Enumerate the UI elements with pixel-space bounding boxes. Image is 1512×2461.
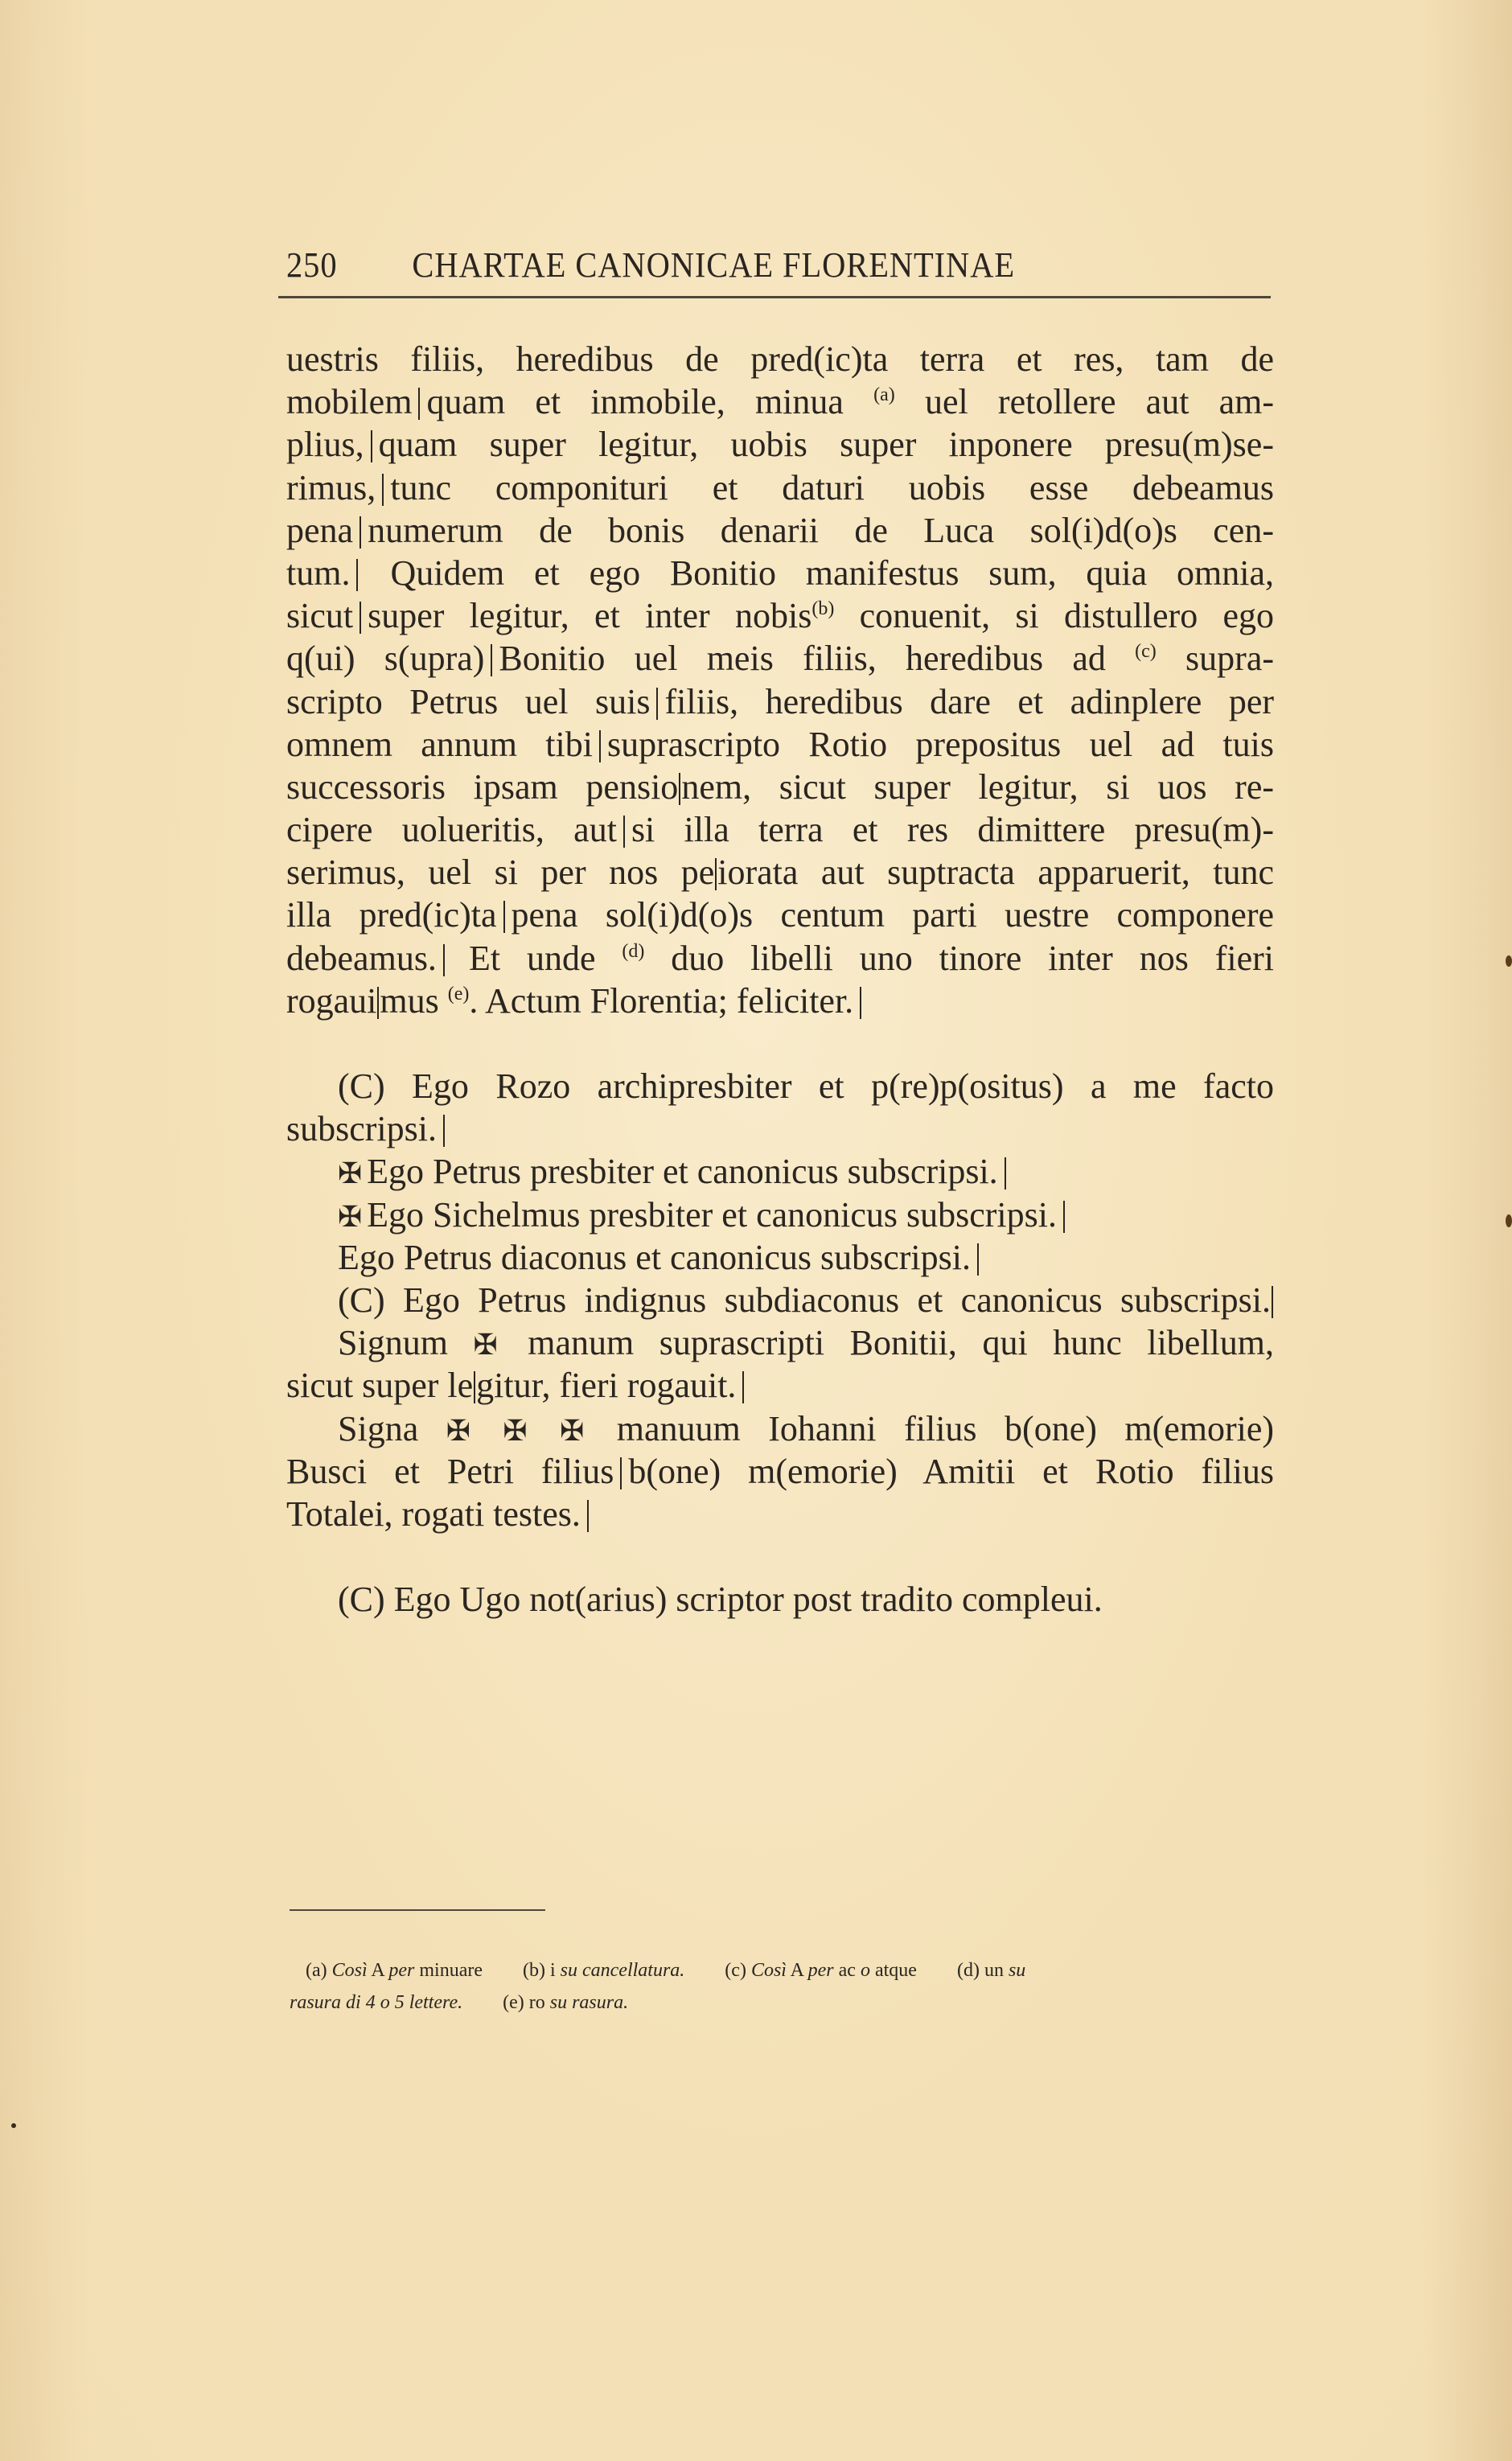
text-line: debeamus. Et unde $^{(d)}$ duo libelli uno tinore inter nos fieri — [286, 938, 1275, 978]
text-line: rimus, tunc componituri et daturi uobis esse debeamus — [286, 467, 1274, 507]
subscription-petrus-diaconus: Ego Petrus diaconus et canonicus subscripsi. — [286, 1236, 1274, 1279]
cross-signum-icon: ✠ — [338, 1200, 363, 1233]
text-line: mobilem quam et inmobile, minua $^{(a)}$ uel retollere aut am- — [286, 382, 1275, 422]
line-break-marker — [623, 816, 625, 848]
text-line: uestris filiis, heredibus de pred(ic)ta terra et res, tam de — [286, 339, 1274, 379]
text-line: sicut super legitur, et inter nobis$^{(b)}$ conuenit, si distullero ego — [286, 596, 1274, 636]
line-break-marker — [1272, 1286, 1273, 1318]
footnote-ref-e: (e) — [447, 983, 470, 1005]
line-break-marker — [371, 430, 372, 462]
spacer — [286, 1535, 1274, 1578]
cross-signum-icon: ✠ — [473, 1329, 498, 1362]
line-break-marker — [599, 730, 601, 762]
running-title: CHARTAE CANONICAE FLORENTINAE — [412, 245, 1016, 285]
line-break-marker — [715, 858, 717, 890]
subscription-petrus-subdiaconus: (C) Ego Petrus indignus subdiaconus et canonicus subscripsi. — [286, 1279, 1274, 1321]
text-line: plius, quam super legitur, uobis super inponere presu(m)se- — [286, 425, 1274, 465]
line-break-marker — [977, 1243, 979, 1276]
cross-signum-icon: ✠ — [560, 1414, 585, 1447]
text-line: omnem annum tibi suprascripto Rotio prepositus uel ad tuis — [286, 724, 1275, 764]
footnote-ref-d: (d) — [622, 940, 645, 962]
header-rule — [278, 296, 1271, 298]
signa-testes-end: Totalei, rogati testes. — [286, 1493, 1274, 1535]
notary-completion: (C) Ego Ugo not(arius) scriptor post tradito compleui. — [338, 1580, 1103, 1620]
signum-bonitii-cont: sicut super legitur, fieri rogauit. — [286, 1364, 1274, 1407]
spacer — [286, 1022, 1274, 1065]
footnote-line — [290, 1954, 1275, 1986]
footnote-ref-c: (c) — [1135, 641, 1157, 663]
line-break-marker — [418, 388, 420, 420]
line-break-marker — [679, 773, 680, 805]
cross-signum-icon: ✠ — [503, 1414, 528, 1447]
line-break-marker — [360, 516, 361, 548]
line-break-marker — [860, 987, 861, 1019]
line-break-marker — [360, 602, 361, 634]
signum-bonitii: Signum ✠ manum suprascripti Bonitii, qui hunc libellum, — [338, 1323, 1275, 1363]
cross-signum-icon: ✠ — [446, 1414, 470, 1447]
text-line: q(ui) s(upra) Bonitio uel meis filiis, heredibus ad $^{(c)}$ supra- — [286, 639, 1275, 679]
text-line: scripto Petrus uel suis filiis, heredibus dare et adinplere per — [286, 681, 1274, 721]
line-break-marker — [474, 1371, 475, 1403]
text-line: tum. Quidem et ego Bonitio manifestus sum, quia omnia, — [286, 553, 1274, 593]
signa-testes-cont: Busci et Petri filius b(one) m(emorie) Amitii et Rotio filius — [286, 1451, 1275, 1491]
text-line: serimus, uel si per nos peiorata aut suptracta apparuerit, tunc — [286, 853, 1274, 893]
line-break-marker — [587, 1500, 589, 1532]
text-line: successoris ipsam pensionem, sicut super legitur, si uos re- — [286, 766, 1274, 807]
line-break-marker — [443, 944, 445, 976]
footnote-c: (c) Così A per ac o atque — [725, 1960, 917, 1981]
text-line: rogauimus $^{(e)}$. Actum Florentia; feliciter. — [286, 980, 1274, 1022]
text-line: pena numerum de bonis denarii de Luca sol(i)d(o)s cen- — [286, 510, 1274, 550]
text-line: illa pred(ic)ta pena sol(i)d(o)s centum parti uestre componere — [286, 895, 1274, 935]
line-break-marker — [443, 1115, 445, 1147]
cross-signum-icon: ✠ — [338, 1157, 363, 1190]
footnote-d-cont: rasura di 4 o 5 lettere. — [290, 1992, 463, 2013]
footnote-e: (e) ro su rasura. — [503, 1992, 629, 2013]
footnote-line — [290, 1986, 1275, 2019]
subscription-petrus-presbiter: ✠ Ego Petrus presbiter et canonicus subscripsi. — [286, 1150, 1274, 1193]
footnote-ref-a: (a) — [873, 384, 895, 406]
running-head — [286, 241, 1197, 290]
line-break-marker — [1005, 1157, 1006, 1189]
footnote-d: (d) un su — [956, 1960, 1026, 1981]
footnote-ref-b: (b) — [811, 598, 835, 620]
paper-blemish — [11, 2123, 16, 2128]
subscription-rozo: (C) Ego Rozo archipresbiter et p(re)p(ositus) a me facto — [338, 1066, 1274, 1106]
line-break-marker — [382, 474, 384, 506]
charter-text — [286, 338, 1274, 1621]
line-break-marker — [356, 559, 358, 591]
paper-blemish — [1506, 1214, 1512, 1227]
paper-blemish — [1506, 955, 1512, 967]
line-break-marker — [620, 1457, 622, 1489]
line-break-marker — [1063, 1201, 1065, 1233]
page-number: 250 — [286, 245, 338, 285]
text-line: cipere uolueritis, aut si illa terra et res dimittere presu(m)- — [286, 810, 1274, 850]
footnote-a: (a) Così A per minuare — [306, 1960, 483, 1981]
line-break-marker — [491, 644, 492, 676]
line-break-marker — [503, 901, 505, 933]
footnotes — [290, 1954, 1275, 2019]
line-break-marker — [742, 1371, 744, 1403]
footnote-b: (b) i su cancellatura. — [523, 1960, 685, 1981]
subscription-sichelmus: ✠ Ego Sichelmus presbiter et canonicus subscripsi. — [286, 1194, 1274, 1236]
subscription-rozo-cont: subscripsi. — [286, 1107, 1274, 1150]
line-break-marker — [656, 688, 658, 720]
footnote-rule — [290, 1909, 545, 1911]
signa-testes: Signa ✠ ✠ ✠ manuum Iohanni filius b(one) m(emorie) — [338, 1408, 1275, 1448]
